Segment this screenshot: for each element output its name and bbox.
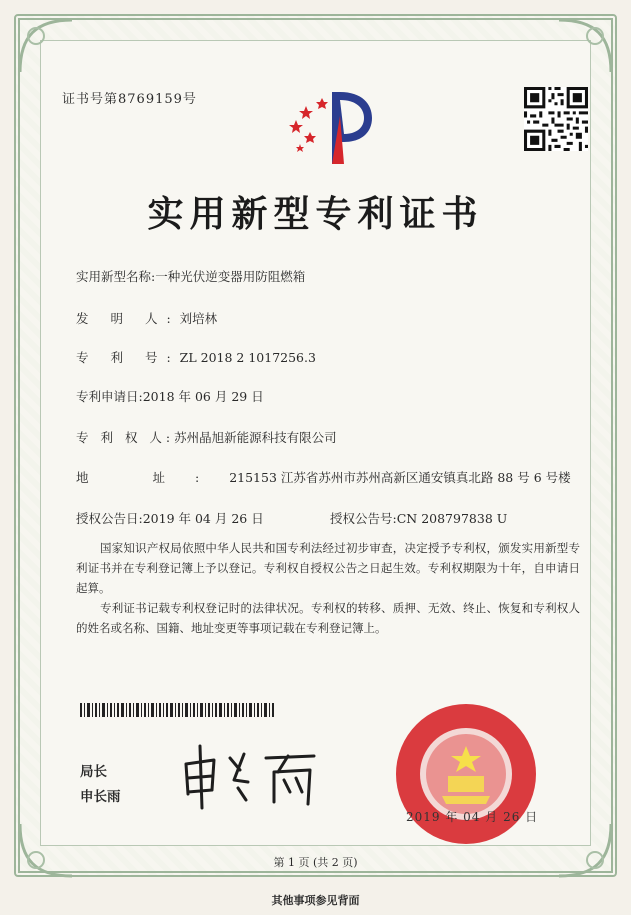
- address-row: [76, 468, 571, 486]
- filing-date-label: 专利申请日:: [76, 389, 143, 404]
- filing-date-row: [76, 387, 264, 405]
- announcement-date-label: 授权公告日:: [76, 511, 143, 526]
- seal-date: 2019 年 04 月 26 日: [406, 810, 539, 824]
- certificate-number: 证书号第8769159号: [62, 92, 197, 107]
- footer-note: 其他事项参见背面: [271, 894, 360, 907]
- certificate-title: 实用新型专利证书: [147, 193, 484, 235]
- barcode-icon: [80, 703, 276, 717]
- address-value: 215153 江苏省苏州市苏州高新区通安镇真北路 88 号 6 号楼: [229, 470, 571, 485]
- patent-number-label: 专 利 号:: [76, 350, 180, 365]
- announcement-number-value: CN 208797838 U: [396, 511, 508, 526]
- corner-ornament-icon: [555, 820, 615, 880]
- announcement-number-row: [330, 509, 507, 527]
- patent-number-row: [76, 348, 316, 366]
- official-seal-icon: [392, 700, 540, 848]
- utility-model-name-label: 实用新型名称:: [76, 269, 156, 284]
- announcement-date-value: 2019 年 04 月 26 日: [142, 511, 264, 526]
- announcement-date-row: [76, 509, 264, 527]
- corner-ornament-icon: [16, 16, 76, 76]
- patentee-label: 专 利 权 人:: [76, 430, 175, 445]
- announcement-number-label: 授权公告号:: [330, 511, 397, 526]
- signatory-name: 申长雨: [80, 789, 121, 805]
- corner-ornament-icon: [16, 820, 76, 880]
- inventor-row: [76, 309, 217, 327]
- utility-model-name-value: 一种光伏逆变器用防阻燃箱: [155, 269, 306, 284]
- patent-number-value: ZL 2018 2 1017256.3: [179, 350, 316, 365]
- address-label: 地 址:: [76, 470, 230, 485]
- grant-statement-paragraph: 国家知识产权局依照中华人民共和国专利法经过初步审查，决定授予专利权，颁发实用新型专利证书并在专利登记簿上予以登记。专利权自授权公告之日起生效。专利权期限为十年，自申请日起算。: [76, 541, 580, 595]
- utility-model-name-row: [76, 267, 305, 285]
- qr-code-icon: [524, 87, 588, 151]
- registration-statement-paragraph: 专利证书记载专利权登记时的法律状况。专利权的转移、质押、无效、终止、恢复和专利权人的姓名或名称、国籍、地址变更等事项记载在专利登记簿上。: [76, 601, 580, 635]
- signatory-role: 局长: [80, 764, 107, 780]
- inventor-value: 刘培林: [179, 311, 218, 326]
- handwritten-signature-icon: [178, 736, 328, 816]
- page-number: 第 1 页 (共 2 页): [273, 856, 358, 869]
- filing-date-value: 2018 年 06 月 29 日: [142, 389, 264, 404]
- inventor-label: 发 明 人:: [76, 311, 180, 326]
- patent-office-emblem-icon: [282, 86, 382, 166]
- corner-ornament-icon: [555, 16, 615, 76]
- patentee-value: 苏州晶旭新能源科技有限公司: [174, 430, 337, 445]
- patentee-row: [76, 428, 337, 446]
